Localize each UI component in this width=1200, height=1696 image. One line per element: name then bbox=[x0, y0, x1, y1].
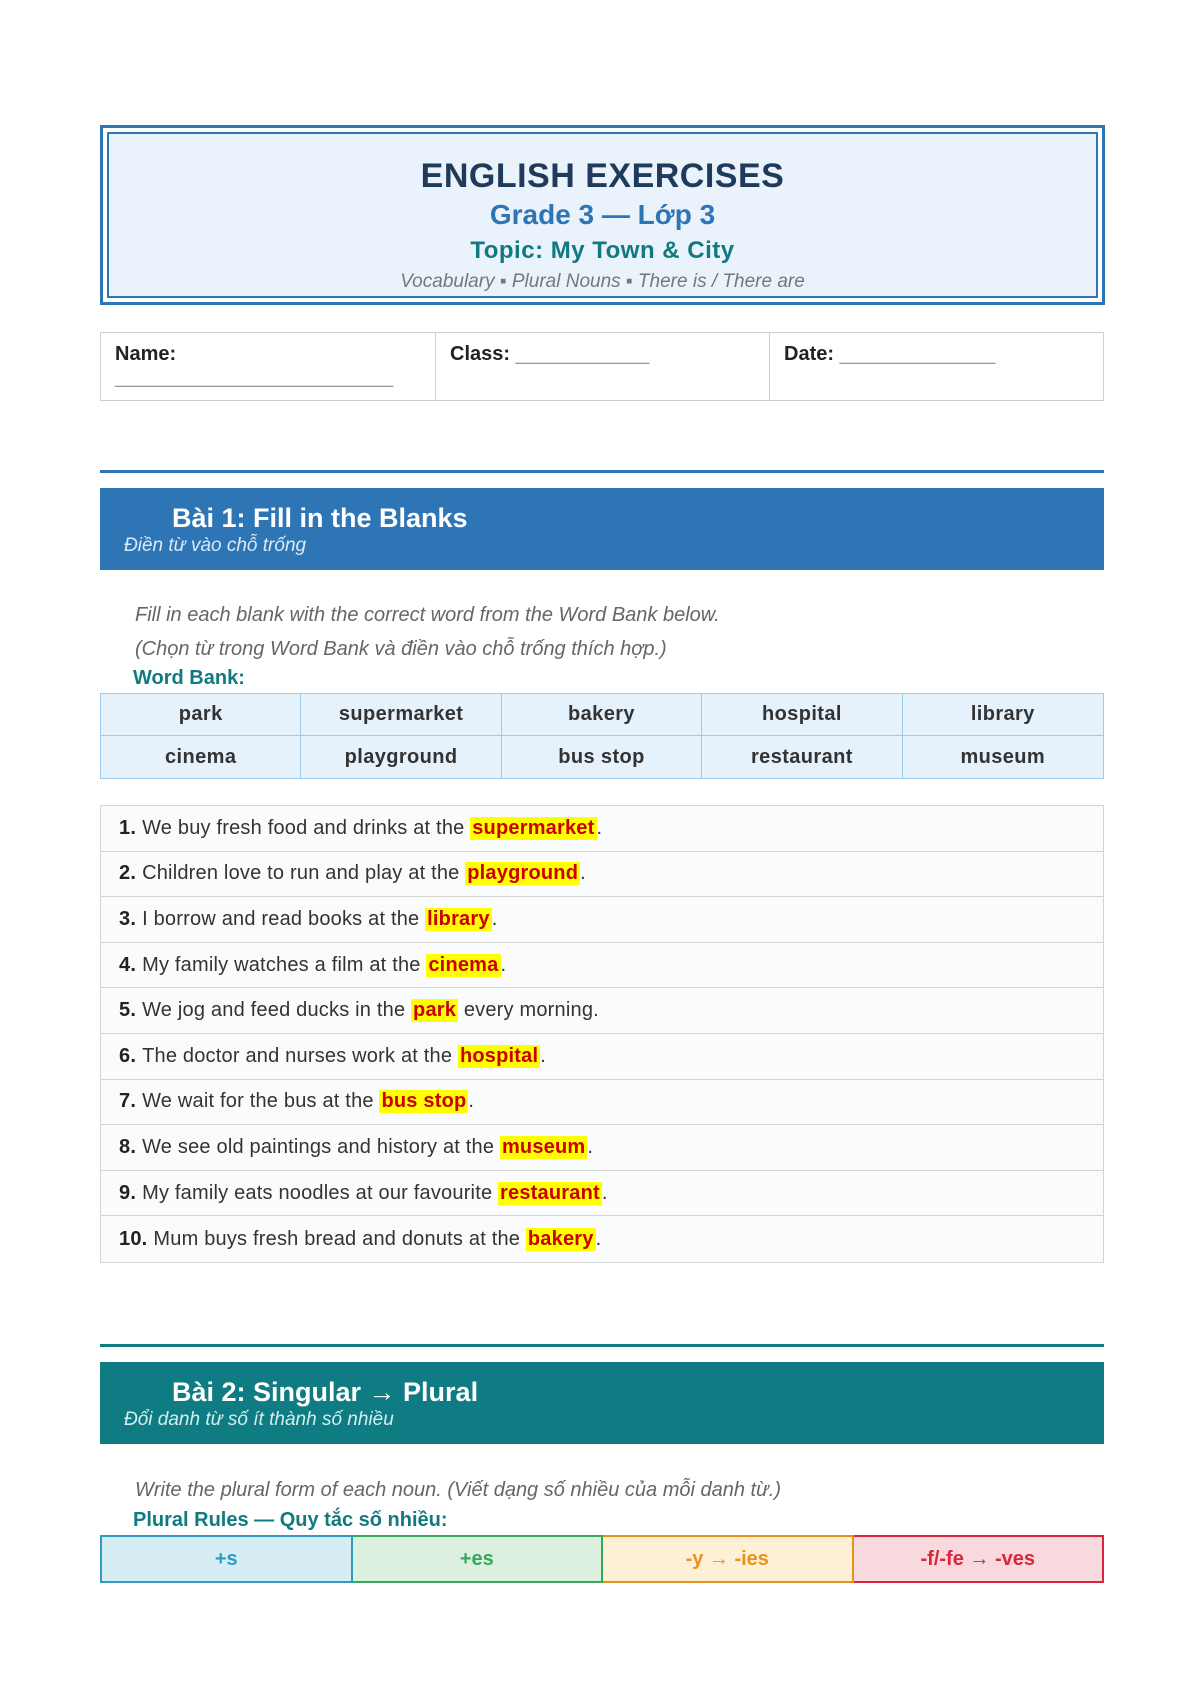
section2-divider bbox=[100, 1344, 1104, 1347]
word-bank-item: park bbox=[101, 694, 301, 736]
exercise-text-before: My family eats noodles at our favourite bbox=[142, 1181, 499, 1204]
exercise-row bbox=[101, 806, 1103, 852]
exercise-row bbox=[101, 943, 1103, 989]
exercise-row bbox=[101, 1171, 1103, 1217]
worksheet-header-inner bbox=[107, 132, 1098, 298]
plural-rule-es: +es bbox=[353, 1535, 604, 1583]
exercise-text-after: . bbox=[601, 1181, 608, 1204]
word-bank-label: Word Bank: bbox=[133, 667, 245, 689]
exercise-text-before: I borrow and read books at the bbox=[142, 907, 426, 930]
exercise-row bbox=[101, 1034, 1103, 1080]
exercise-answer[interactable]: bus stop bbox=[381, 1090, 467, 1113]
exercise-row bbox=[101, 897, 1103, 943]
exercise-text-after: . bbox=[596, 816, 603, 839]
exercise-number: 4. bbox=[119, 953, 137, 976]
date-cell bbox=[769, 333, 1103, 400]
plural-rule-ies: -y → -ies bbox=[603, 1535, 854, 1583]
name-blank[interactable]: _________________________ bbox=[115, 366, 394, 388]
worksheet-title: ENGLISH EXERCISES bbox=[420, 157, 785, 195]
exercise-row bbox=[101, 852, 1103, 898]
date-label: Date: bbox=[784, 343, 835, 365]
exercise-text-after: . bbox=[468, 1090, 475, 1113]
exercise-number: 10. bbox=[119, 1227, 148, 1250]
plural-rules-label: Plural Rules — Quy tắc số nhiều: bbox=[133, 1509, 448, 1531]
section2-title: Bài 2: Singular → Plural bbox=[172, 1377, 479, 1407]
section1-instruction-en: Fill in each blank with the correct word from the Word Bank below. bbox=[135, 604, 720, 626]
exercise-answer[interactable]: museum bbox=[501, 1135, 586, 1158]
word-bank-item: bakery bbox=[502, 694, 702, 736]
exercise-number: 8. bbox=[119, 1135, 137, 1158]
exercise-text-before: Children love to run and play at the bbox=[142, 862, 466, 885]
exercise-text-before: The doctor and nurses work at the bbox=[142, 1044, 458, 1067]
exercise-answer[interactable]: restaurant bbox=[500, 1181, 600, 1204]
exercise-answer[interactable]: park bbox=[413, 999, 457, 1022]
exercise-text-after: . bbox=[595, 1227, 602, 1250]
exercise-text-after: . bbox=[580, 862, 586, 885]
class-cell bbox=[435, 333, 769, 400]
grade-label: Grade 3 — Lớp 3 bbox=[489, 199, 716, 230]
section1-divider bbox=[100, 470, 1104, 473]
exercise-answer[interactable]: library bbox=[427, 907, 490, 930]
exercise-answer[interactable]: playground bbox=[467, 862, 579, 885]
class-label: Class: bbox=[450, 343, 511, 365]
section1-banner bbox=[100, 488, 1104, 570]
exercise-text-before: We buy fresh food and drinks at the bbox=[142, 816, 471, 839]
section1-instruction-vi: (Chọn từ trong Word Bank và điền vào chỗ trống thích hợp.) bbox=[135, 638, 667, 660]
exercise-answer[interactable]: supermarket bbox=[472, 816, 595, 839]
exercise-number: 9. bbox=[119, 1181, 137, 1204]
exercise-row bbox=[101, 1125, 1103, 1171]
word-bank-item: cinema bbox=[101, 736, 301, 778]
word-bank bbox=[100, 693, 1104, 779]
exercise-answer[interactable]: cinema bbox=[428, 953, 499, 976]
section1-title: Bài 1: Fill in the Blanks bbox=[172, 503, 468, 533]
exercise-text-before: We jog and feed ducks in the bbox=[142, 999, 412, 1022]
exercise-number: 1. bbox=[119, 816, 137, 839]
section2-instruction: Write the plural form of each noun. (Viết dạng số nhiều của mỗi danh từ.) bbox=[135, 1479, 781, 1501]
section2-banner bbox=[100, 1362, 1104, 1444]
worksheet-subtitle: Vocabulary ▪ Plural Nouns ▪ There is / There are bbox=[400, 271, 805, 292]
plural-rule-s: +s bbox=[100, 1535, 353, 1583]
word-bank-item: library bbox=[903, 694, 1103, 736]
exercise-number: 7. bbox=[119, 1090, 137, 1113]
exercise-row bbox=[101, 1216, 1103, 1262]
plural-rule-ves: -f/-fe → -ves bbox=[854, 1535, 1105, 1583]
name-cell bbox=[101, 333, 435, 400]
exercise-list bbox=[100, 805, 1104, 1263]
word-bank-item: museum bbox=[960, 745, 1046, 768]
exercise-row bbox=[101, 988, 1103, 1034]
exercise-number: 6. bbox=[119, 1044, 137, 1067]
exercise-answer[interactable]: hospital bbox=[459, 1044, 539, 1067]
exercise-text-after: every morning. bbox=[458, 999, 599, 1022]
word-bank-item: supermarket bbox=[301, 694, 501, 736]
date-blank[interactable]: ______________ bbox=[839, 343, 996, 365]
exercise-row bbox=[101, 1080, 1103, 1126]
exercise-text-after: . bbox=[540, 1044, 546, 1067]
topic-label: Topic: My Town & City bbox=[470, 237, 735, 264]
exercise-answer[interactable]: bakery bbox=[527, 1227, 594, 1250]
exercise-text-after: . bbox=[587, 1135, 594, 1158]
class-blank[interactable]: ____________ bbox=[515, 343, 650, 365]
exercise-text-before: My family watches a film at the bbox=[142, 953, 427, 976]
exercise-text-after: . bbox=[500, 953, 507, 976]
exercise-number: 2. bbox=[119, 862, 137, 885]
section2-subtitle: Đổi danh từ số ít thành số nhiều bbox=[124, 1409, 394, 1430]
word-bank-item: restaurant bbox=[702, 736, 902, 778]
word-bank-item: hospital bbox=[702, 694, 902, 736]
student-info-table bbox=[100, 332, 1104, 401]
exercise-text-before: Mum buys fresh bread and donuts at the bbox=[153, 1227, 526, 1250]
exercise-text-after: . bbox=[491, 907, 498, 930]
exercise-text-before: We see old paintings and history at the bbox=[142, 1135, 500, 1158]
exercise-number: 5. bbox=[119, 999, 137, 1022]
plural-rules bbox=[100, 1535, 1104, 1583]
exercise-number: 3. bbox=[119, 907, 137, 930]
word-bank-item: bus stop bbox=[502, 736, 702, 778]
worksheet-header bbox=[100, 125, 1105, 305]
name-label: Name: bbox=[115, 343, 177, 365]
word-bank-item: playground bbox=[301, 736, 501, 778]
exercise-text-before: We wait for the bus at the bbox=[142, 1090, 380, 1113]
section1-subtitle: Điền từ vào chỗ trống bbox=[124, 535, 307, 556]
